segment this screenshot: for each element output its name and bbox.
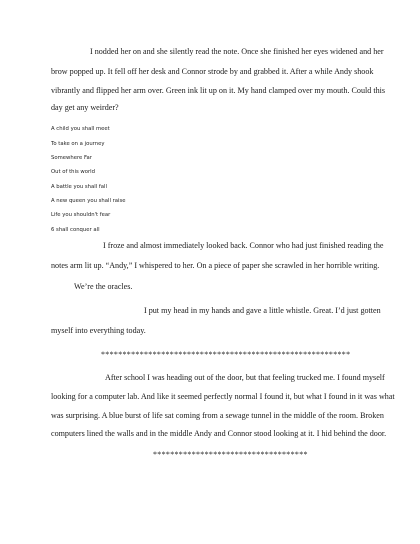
poem-line: A child you shall meet: [51, 126, 110, 132]
scene-separator: **********************************************************: [101, 350, 351, 359]
paragraph-1-line: I nodded her on and she silently read the note. Once she finished her eyes widened and her: [90, 47, 384, 56]
paragraph-2-line: I froze and almost immediately looked back. Connor who had just finished reading the: [103, 241, 384, 250]
paragraph-1-line: day get any weirder?: [51, 103, 119, 112]
poem-line: A new queen you shall raise: [51, 198, 126, 204]
poem-line: Somewhere Far: [51, 155, 92, 161]
poem-line: A battle you shall fall: [51, 184, 107, 190]
paragraph-1-line: vibrantly and flipped her arm over. Green ink lit up on it. My hand clamped over my mouth. Could this: [51, 86, 386, 95]
poem-line: Life you shouldn't fear: [51, 212, 111, 218]
scene-separator: ************************************: [153, 450, 308, 459]
poem-line: Out of this world: [51, 169, 96, 175]
paragraph-5-line: After school I was heading out of the door, but that feeling trucked me. I found myself: [105, 373, 385, 382]
paragraph-5-line: computers lined the walls and in the middle Andy and Connor stood looking at it. I hid behind the door.: [51, 429, 387, 438]
paragraph-1-line: brow popped up. It fell off her desk and Connor strode by and grabbed it. After a while Andy shook: [51, 67, 374, 76]
paragraph-5-line: was surprising. A blue burst of life sat coming from a sewage tunnel in the middle of the room. Broken: [51, 411, 384, 420]
paragraph-2-line: notes arm lit up. “Andy,” I whispered to her. On a piece of paper she scrawled in her horrible writing.: [51, 261, 380, 270]
paragraph-5-line: looking for a computer lab. And like it seemed perfectly normal I found it, but what I found in it was what: [51, 392, 395, 401]
poem-line: To take on a journey: [51, 141, 105, 147]
poem-line: 6 shall conquer all: [51, 227, 100, 233]
paragraph-3-line: We’re the oracles.: [74, 282, 133, 291]
paragraph-4-line: myself into everything today.: [51, 326, 146, 335]
paragraph-4-line: I put my head in my hands and gave a little whistle. Great. I’d just gotten: [144, 306, 381, 315]
